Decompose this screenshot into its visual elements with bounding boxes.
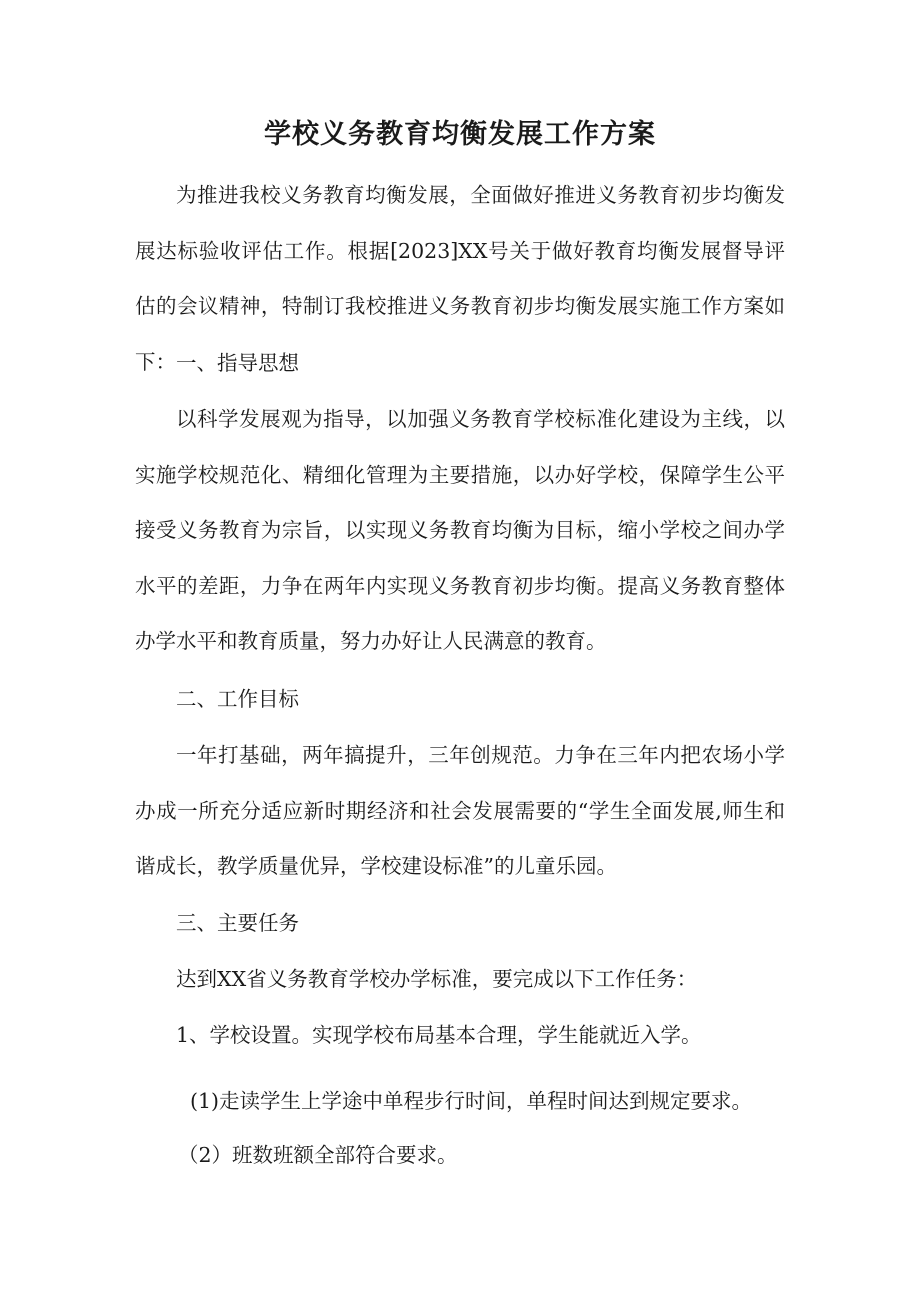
guiding-ideology-paragraph: 以科学发展观为指导，以加强义务教育学校标准化建设为主线，以实施学校规范化、精细化管理为主要措施，以办好学校，保障学生公平接受义务教育为宗旨，以实现义务教育均衡为目标，缩小学校之间办学水平的差距，力争在两年内实现义务教育初步均衡。提高义务教育整体办学水平和教育质量，努力办好让人民满意的教育。 <box>135 407 785 653</box>
document-title: 学校义务教育均衡发展工作方案 <box>264 119 656 150</box>
work-goals-paragraph: 一年打基础，两年搞提升，三年创规范。力争在三年内把农场小学办成一所充分适应新时期经济和社会发展需要的“学生全面发展,师生和谐成长，教学质量优异，学校建设标准”的儿童乐园。 <box>135 743 785 878</box>
main-tasks-intro: 达到XX省义务教育学校办学标准，要完成以下工作任务： <box>176 967 698 991</box>
task-item-school-setup: 1、学校设置。实现学校布局基本合理，学生能就近入学。 <box>176 1023 702 1047</box>
section-heading-work-goals: 二、工作目标 <box>176 687 299 711</box>
section-heading-guiding-ideology: 一、指导思想 <box>176 351 299 375</box>
task-subitem-1: (1)走读学生上学途中单程步行时间，单程时间达到规定要求。 <box>190 1089 753 1113</box>
section-heading-main-tasks: 三、主要任务 <box>176 911 299 935</box>
task-subitem-2: （2）班数班额全部符合要求。 <box>178 1143 458 1167</box>
intro-paragraph: 为推进我校义务教育均衡发展，全面做好推进义务教育初步均衡发展达标验收评估工作。根据[2023]XX号关于做好教育均衡发展督导评估的会议精神，特制订我校推进义务教育初步均衡发展实施工作方案如下： <box>135 183 785 374</box>
